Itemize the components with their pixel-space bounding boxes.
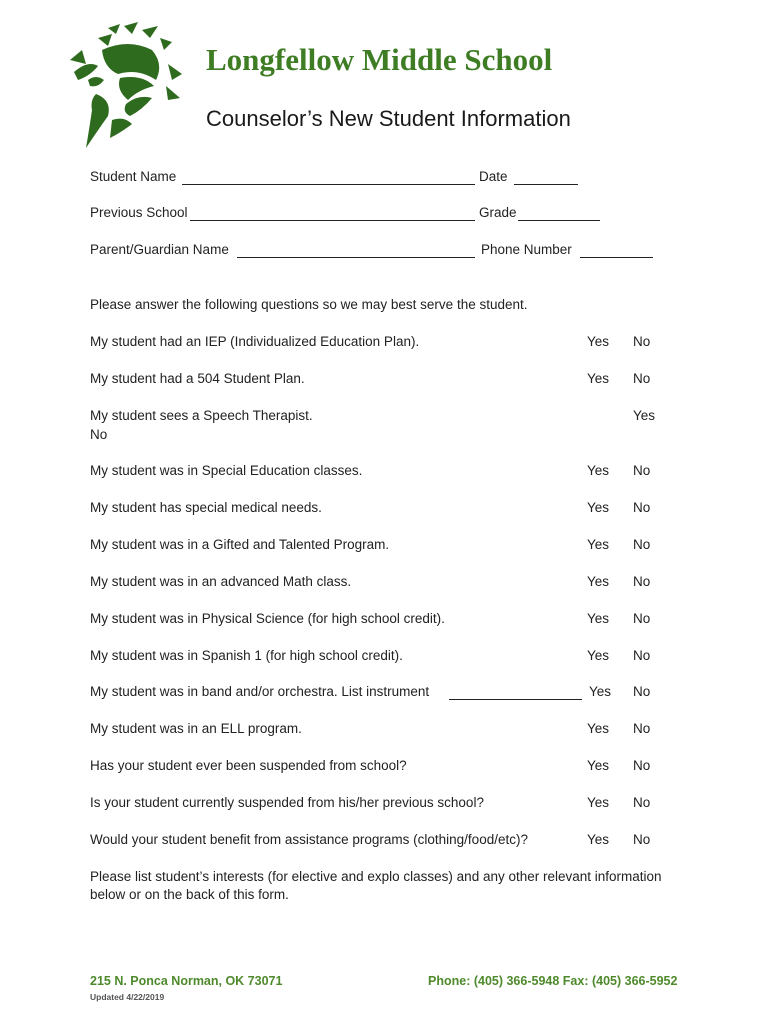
lion-logo-icon <box>68 20 186 150</box>
answer-no[interactable]: No <box>90 427 108 442</box>
question-special-ed: My student was in Special Education classes. <box>90 463 363 478</box>
answer-no[interactable]: No <box>633 574 651 589</box>
answer-no[interactable]: No <box>633 334 651 349</box>
answer-yes[interactable]: Yes <box>589 684 612 699</box>
answer-no[interactable]: No <box>633 648 651 663</box>
answer-yes[interactable]: Yes <box>587 463 610 478</box>
previous-school-label: Previous School <box>90 205 188 220</box>
answer-no[interactable]: No <box>633 537 651 552</box>
answer-yes[interactable]: Yes <box>587 334 610 349</box>
answer-yes[interactable]: Yes <box>587 795 610 810</box>
instrument-field[interactable] <box>449 699 582 700</box>
answer-no[interactable]: No <box>633 611 651 626</box>
answer-yes[interactable]: Yes <box>587 371 610 386</box>
question-spanish: My student was in Spanish 1 (for high school credit). <box>90 648 403 663</box>
form-title: Counselor’s New Student Information <box>206 106 571 131</box>
question-assistance: Would your student benefit from assistance programs (clothing/food/etc)? <box>90 832 528 847</box>
date-field[interactable] <box>514 184 578 185</box>
previous-school-field[interactable] <box>190 220 475 221</box>
student-name-label: Student Name <box>90 169 177 184</box>
answer-no[interactable]: No <box>633 371 651 386</box>
answer-no[interactable]: No <box>633 832 651 847</box>
question-physical-science: My student was in Physical Science (for high school credit). <box>90 611 445 626</box>
answer-no[interactable]: No <box>633 795 651 810</box>
instructions: Please answer the following questions so we may best serve the student. <box>90 297 528 312</box>
parent-name-field[interactable] <box>237 257 475 258</box>
grade-label: Grade <box>479 205 517 220</box>
school-name: Longfellow Middle School <box>206 42 553 77</box>
answer-yes[interactable]: Yes <box>587 537 610 552</box>
question-medical: My student has special medical needs. <box>90 500 322 515</box>
question-band: My student was in band and/or orchestra. List instrument <box>90 684 430 699</box>
grade-field[interactable] <box>518 220 600 221</box>
question-suspended-current: Is your student currently suspended from his/her previous school? <box>90 795 484 810</box>
answer-yes[interactable]: Yes <box>587 832 610 847</box>
answer-yes[interactable]: Yes <box>587 758 610 773</box>
answer-yes[interactable]: Yes <box>587 721 610 736</box>
answer-yes[interactable]: Yes <box>587 648 610 663</box>
question-suspended-ever: Has your student ever been suspended from school? <box>90 758 407 773</box>
date-label: Date <box>479 169 508 184</box>
footer-address: 215 N. Ponca Norman, OK 73071 <box>90 974 283 988</box>
answer-yes[interactable]: Yes <box>587 574 610 589</box>
question-advanced-math: My student was in an advanced Math class. <box>90 574 352 589</box>
question-gifted: My student was in a Gifted and Talented Program. <box>90 537 390 552</box>
question-504: My student had a 504 Student Plan. <box>90 371 305 386</box>
updated-date: Updated 4/22/2019 <box>90 992 165 1002</box>
closing-line-1: Please list student’s interests (for elective and explo classes) and any other relevant information <box>90 869 662 884</box>
answer-no[interactable]: No <box>633 684 651 699</box>
answer-yes[interactable]: Yes <box>587 500 610 515</box>
phone-number-label: Phone Number <box>481 242 572 257</box>
phone-number-field[interactable] <box>580 257 653 258</box>
student-name-field[interactable] <box>182 184 475 185</box>
answer-yes[interactable]: Yes <box>587 611 610 626</box>
footer-phone-fax: Phone: (405) 366-5948 Fax: (405) 366-5952 <box>428 974 678 988</box>
answer-no[interactable]: No <box>633 500 651 515</box>
answer-yes[interactable]: Yes <box>633 408 656 423</box>
question-speech: My student sees a Speech Therapist. <box>90 408 313 423</box>
question-ell: My student was in an ELL program. <box>90 721 302 736</box>
answer-no[interactable]: No <box>633 463 651 478</box>
answer-no[interactable]: No <box>633 721 651 736</box>
closing-line-2: below or on the back of this form. <box>90 887 289 902</box>
question-iep: My student had an IEP (Individualized Education Plan). <box>90 334 420 349</box>
answer-no[interactable]: No <box>633 758 651 773</box>
parent-name-label: Parent/Guardian Name <box>90 242 229 257</box>
